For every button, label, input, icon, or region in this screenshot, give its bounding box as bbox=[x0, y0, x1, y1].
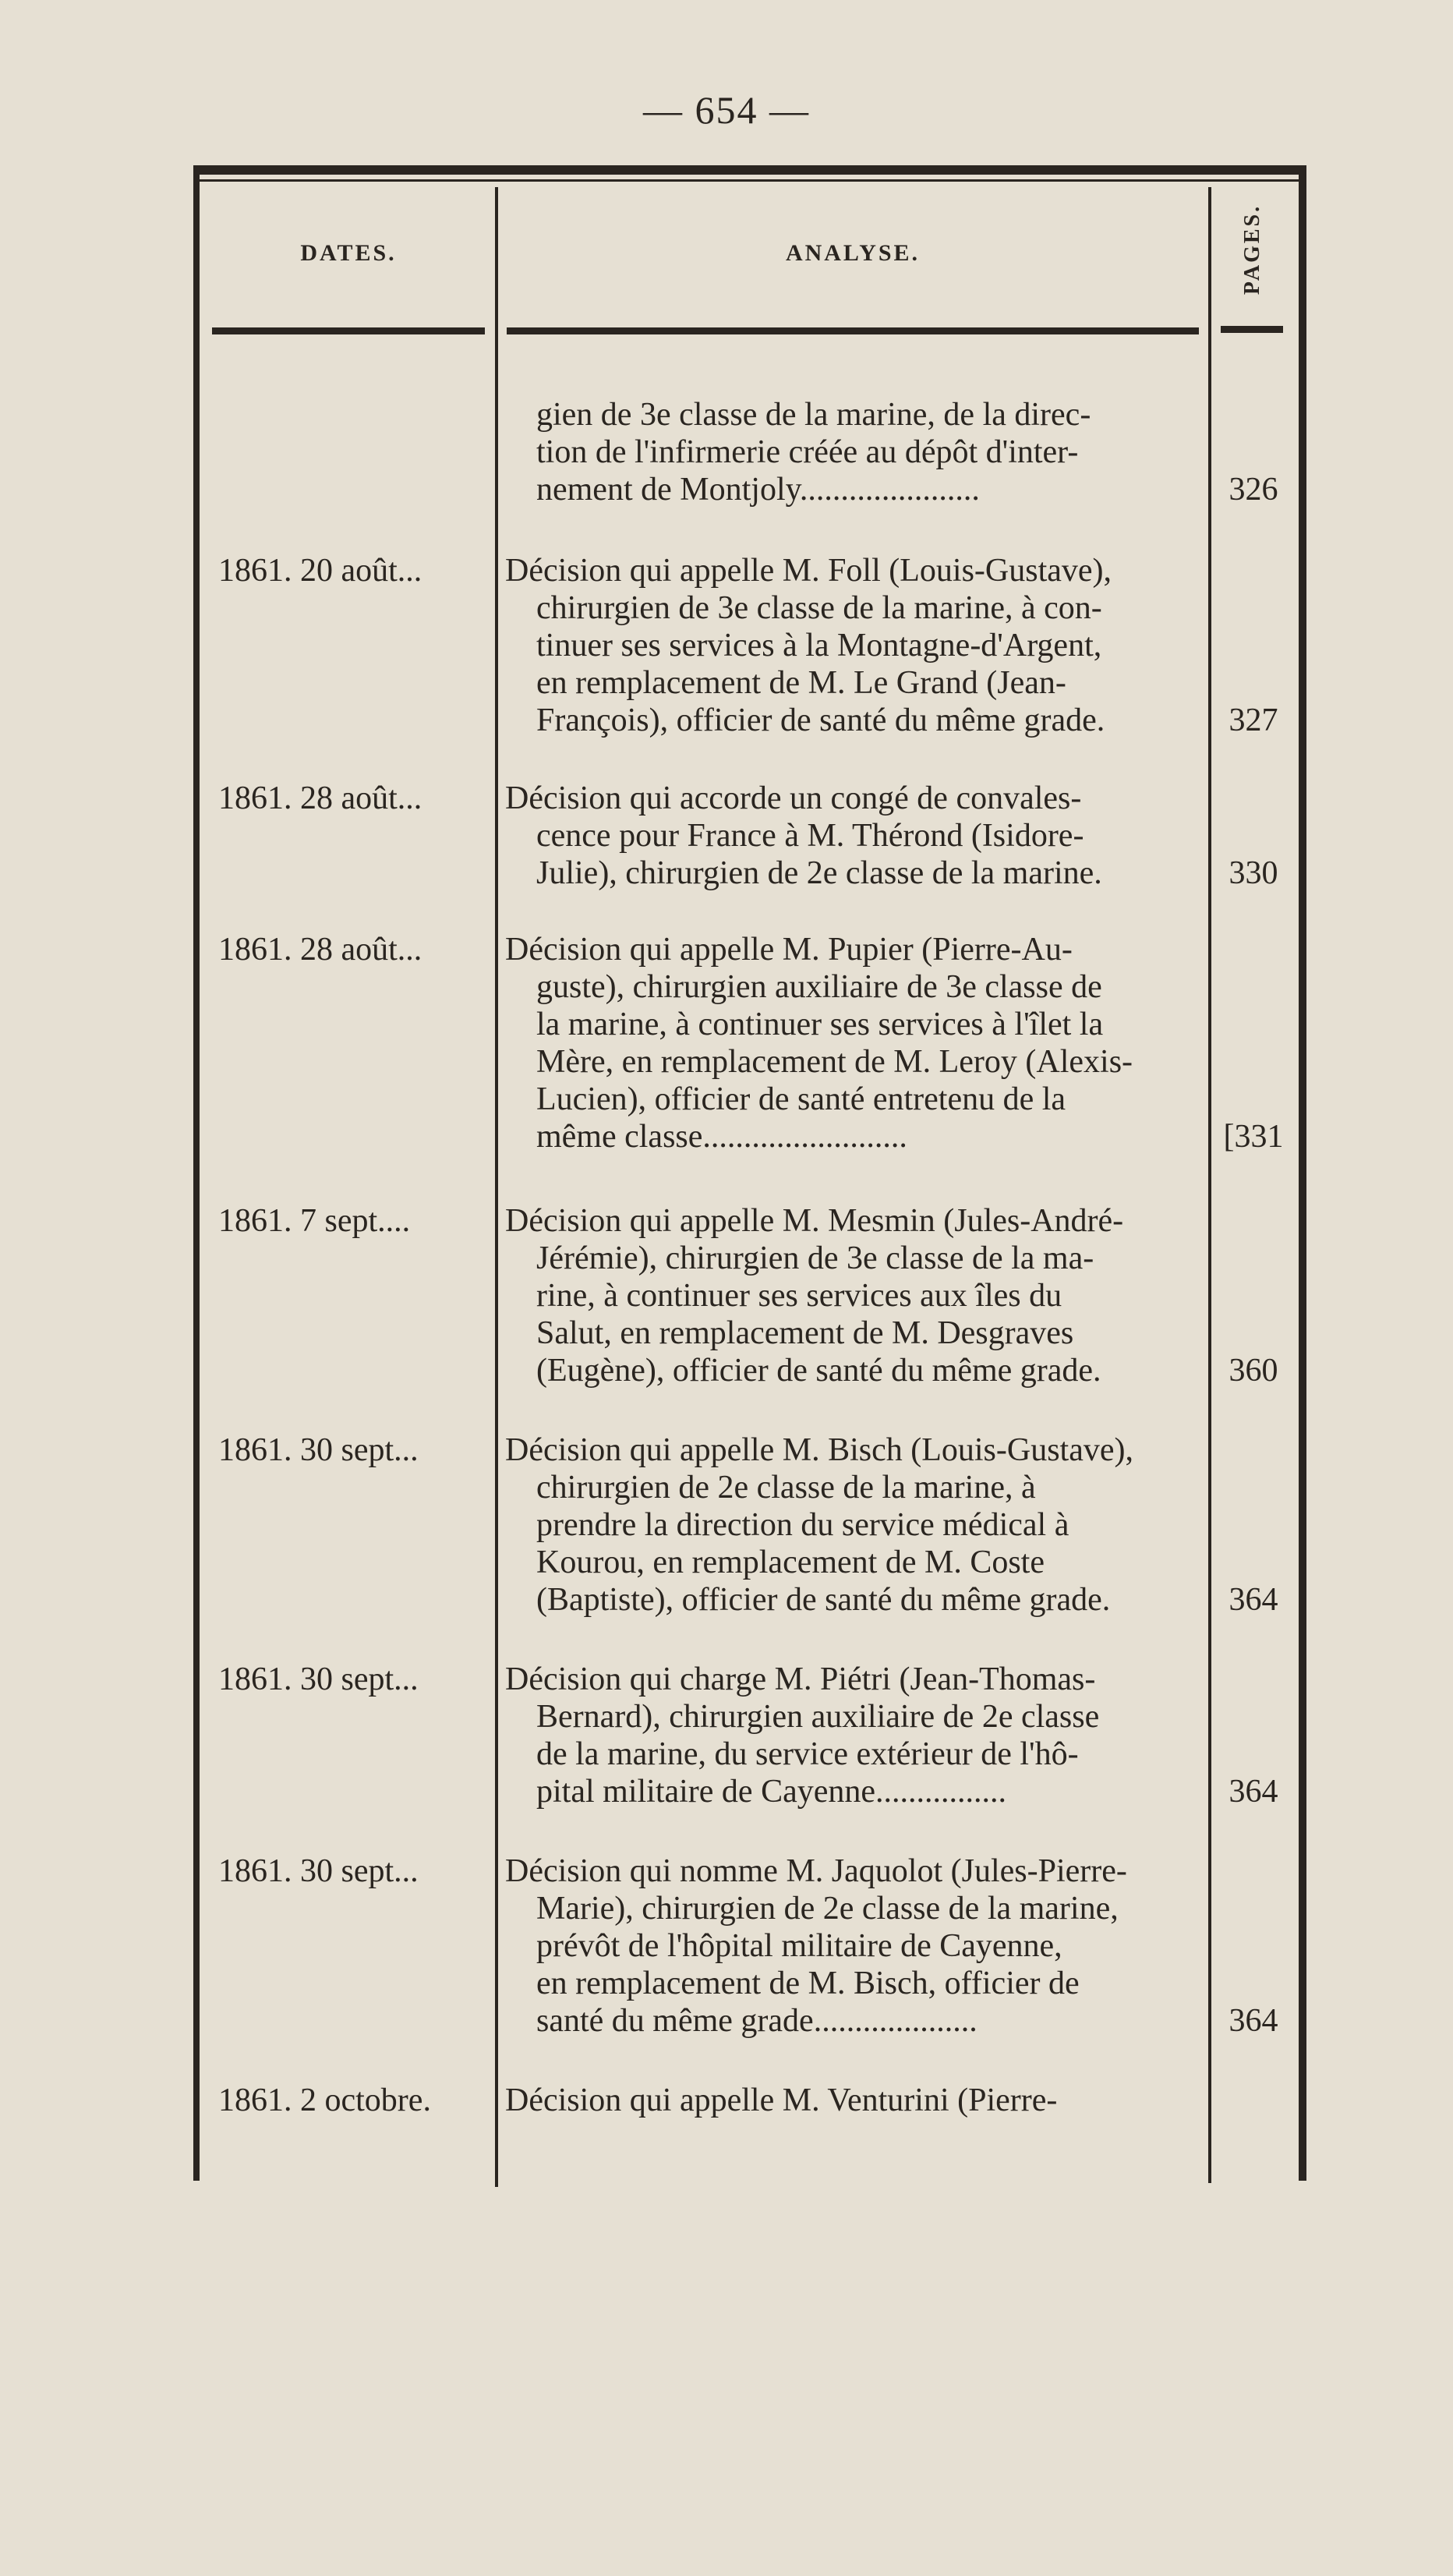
entry-date: 1861. 30 sept... bbox=[218, 1853, 419, 1889]
entry-page: 360 bbox=[1229, 1353, 1278, 1389]
analysis-line: Julie), chirurgien de 2e classe de la marine. bbox=[536, 855, 1102, 891]
entry-page: 330 bbox=[1229, 855, 1278, 891]
entry-analysis bbox=[505, 1661, 1203, 1810]
analysis-line: santé du même grade.................... bbox=[536, 2003, 978, 2039]
entry-analysis bbox=[505, 931, 1203, 1155]
entry-analysis bbox=[505, 2082, 1203, 2119]
entry-date: 1861. 28 août... bbox=[218, 780, 422, 816]
analysis-line: Bernard), chirurgien auxiliaire de 2e classe bbox=[536, 1699, 1100, 1735]
analysis-line: (Eugène), officier de santé du même grade. bbox=[536, 1353, 1101, 1389]
analysis-line: nement de Montjoly...................... bbox=[536, 472, 980, 508]
analysis-line: rine, à continuer ses services aux îles du bbox=[536, 1278, 1062, 1314]
analysis-line: Décision qui appelle M. Bisch (Louis-Gustave), bbox=[505, 1432, 1133, 1468]
analysis-line: tion de l'infirmerie créée au dépôt d'inter- bbox=[536, 434, 1079, 470]
analysis-line: Décision qui appelle M. Pupier (Pierre-Au- bbox=[505, 932, 1073, 968]
analysis-line: Décision qui appelle M. Foll (Louis-Gustave), bbox=[505, 553, 1112, 589]
analysis-line: pital militaire de Cayenne................ bbox=[536, 1774, 1007, 1810]
entry-page: 327 bbox=[1229, 702, 1278, 738]
header-analyse: ANALYSE. bbox=[785, 240, 921, 266]
table-frame-top-thin bbox=[193, 179, 1306, 182]
entry-page: 364 bbox=[1229, 2003, 1278, 2039]
analysis-line: guste), chirurgien auxiliaire de 3e classe de bbox=[536, 969, 1102, 1005]
analysis-line: Lucien), officier de santé entretenu de la bbox=[536, 1081, 1066, 1117]
analysis-line: Décision qui accorde un congé de convales- bbox=[505, 780, 1082, 816]
entry-analysis bbox=[505, 1852, 1203, 2040]
analysis-line: gien de 3e classe de la marine, de la direc- bbox=[536, 397, 1091, 433]
analysis-line: prendre la direction du service médical à bbox=[536, 1507, 1069, 1543]
entry-date: 1861. 30 sept... bbox=[218, 1661, 419, 1697]
analysis-line: chirurgien de 3e classe de la marine, à con- bbox=[536, 590, 1102, 626]
entry-analysis bbox=[505, 1202, 1203, 1389]
entry-analysis bbox=[505, 396, 1203, 508]
analysis-line: Mère, en remplacement de M. Leroy (Alexis- bbox=[536, 1044, 1133, 1080]
analysis-line: Salut, en remplacement de M. Desgraves bbox=[536, 1315, 1074, 1351]
analysis-line: même classe......................... bbox=[536, 1119, 907, 1155]
column-separator-dates bbox=[495, 187, 498, 2187]
table-frame-left bbox=[193, 165, 200, 2181]
header-pages bbox=[1218, 179, 1288, 320]
header-rule-analyse bbox=[507, 327, 1199, 334]
entry-analysis bbox=[505, 552, 1203, 739]
entry-page: 364 bbox=[1229, 1774, 1278, 1810]
entry-page: 326 bbox=[1229, 472, 1278, 508]
entry-date: 1861. 7 sept.... bbox=[218, 1203, 411, 1239]
entry-page: 364 bbox=[1229, 1582, 1278, 1618]
analysis-line: Jérémie), chirurgien de 3e classe de la ma- bbox=[536, 1240, 1094, 1276]
entry-analysis bbox=[505, 780, 1203, 892]
analysis-line: Marie), chirurgien de 2e classe de la marine, bbox=[536, 1891, 1119, 1927]
analysis-line: Décision qui charge M. Piétri (Jean-Thomas- bbox=[505, 1661, 1096, 1697]
analysis-line: en remplacement de M. Bisch, officier de bbox=[536, 1966, 1080, 2001]
header-dates: DATES. bbox=[300, 240, 397, 266]
entry-date: 1861. 30 sept... bbox=[218, 1432, 419, 1468]
page-number: — 654 — bbox=[643, 88, 810, 132]
analysis-line: cence pour France à M. Thérond (Isidore- bbox=[536, 818, 1084, 854]
analysis-line: la marine, à continuer ses services à l'îlet la bbox=[536, 1007, 1104, 1042]
analysis-line: en remplacement de M. Le Grand (Jean- bbox=[536, 665, 1066, 701]
analysis-line: Décision qui appelle M. Mesmin (Jules-André- bbox=[505, 1203, 1124, 1239]
analysis-line: de la marine, du service extérieur de l'hô- bbox=[536, 1736, 1079, 1772]
entry-date: 1861. 28 août... bbox=[218, 932, 422, 968]
analysis-line: (Baptiste), officier de santé du même grade. bbox=[536, 1582, 1111, 1618]
header-rule-pages bbox=[1221, 326, 1283, 333]
analysis-line: prévôt de l'hôpital militaire de Cayenne, bbox=[536, 1928, 1062, 1964]
entry-analysis bbox=[505, 1431, 1203, 1619]
header-rule-dates bbox=[212, 327, 485, 334]
header-pages-label: PAGES. bbox=[1240, 203, 1264, 295]
analysis-line: François), officier de santé du même grade. bbox=[536, 702, 1105, 738]
table-frame-top bbox=[193, 165, 1306, 175]
analysis-line: chirurgien de 2e classe de la marine, à bbox=[536, 1470, 1036, 1506]
entry-date: 1861. 20 août... bbox=[218, 553, 422, 589]
analysis-line: Kourou, en remplacement de M. Coste bbox=[536, 1545, 1045, 1580]
analysis-line: Décision qui appelle M. Venturini (Pierre- bbox=[505, 2082, 1058, 2118]
entry-date: 1861. 2 octobre. bbox=[218, 2082, 431, 2118]
column-separator-pages bbox=[1208, 187, 1211, 2183]
entry-page: [331 bbox=[1223, 1119, 1284, 1155]
analysis-line: tinuer ses services à la Montagne-d'Argent, bbox=[536, 628, 1102, 663]
analysis-line: Décision qui nomme M. Jaquolot (Jules-Pierre- bbox=[505, 1853, 1127, 1889]
table-frame-right bbox=[1299, 165, 1306, 2181]
